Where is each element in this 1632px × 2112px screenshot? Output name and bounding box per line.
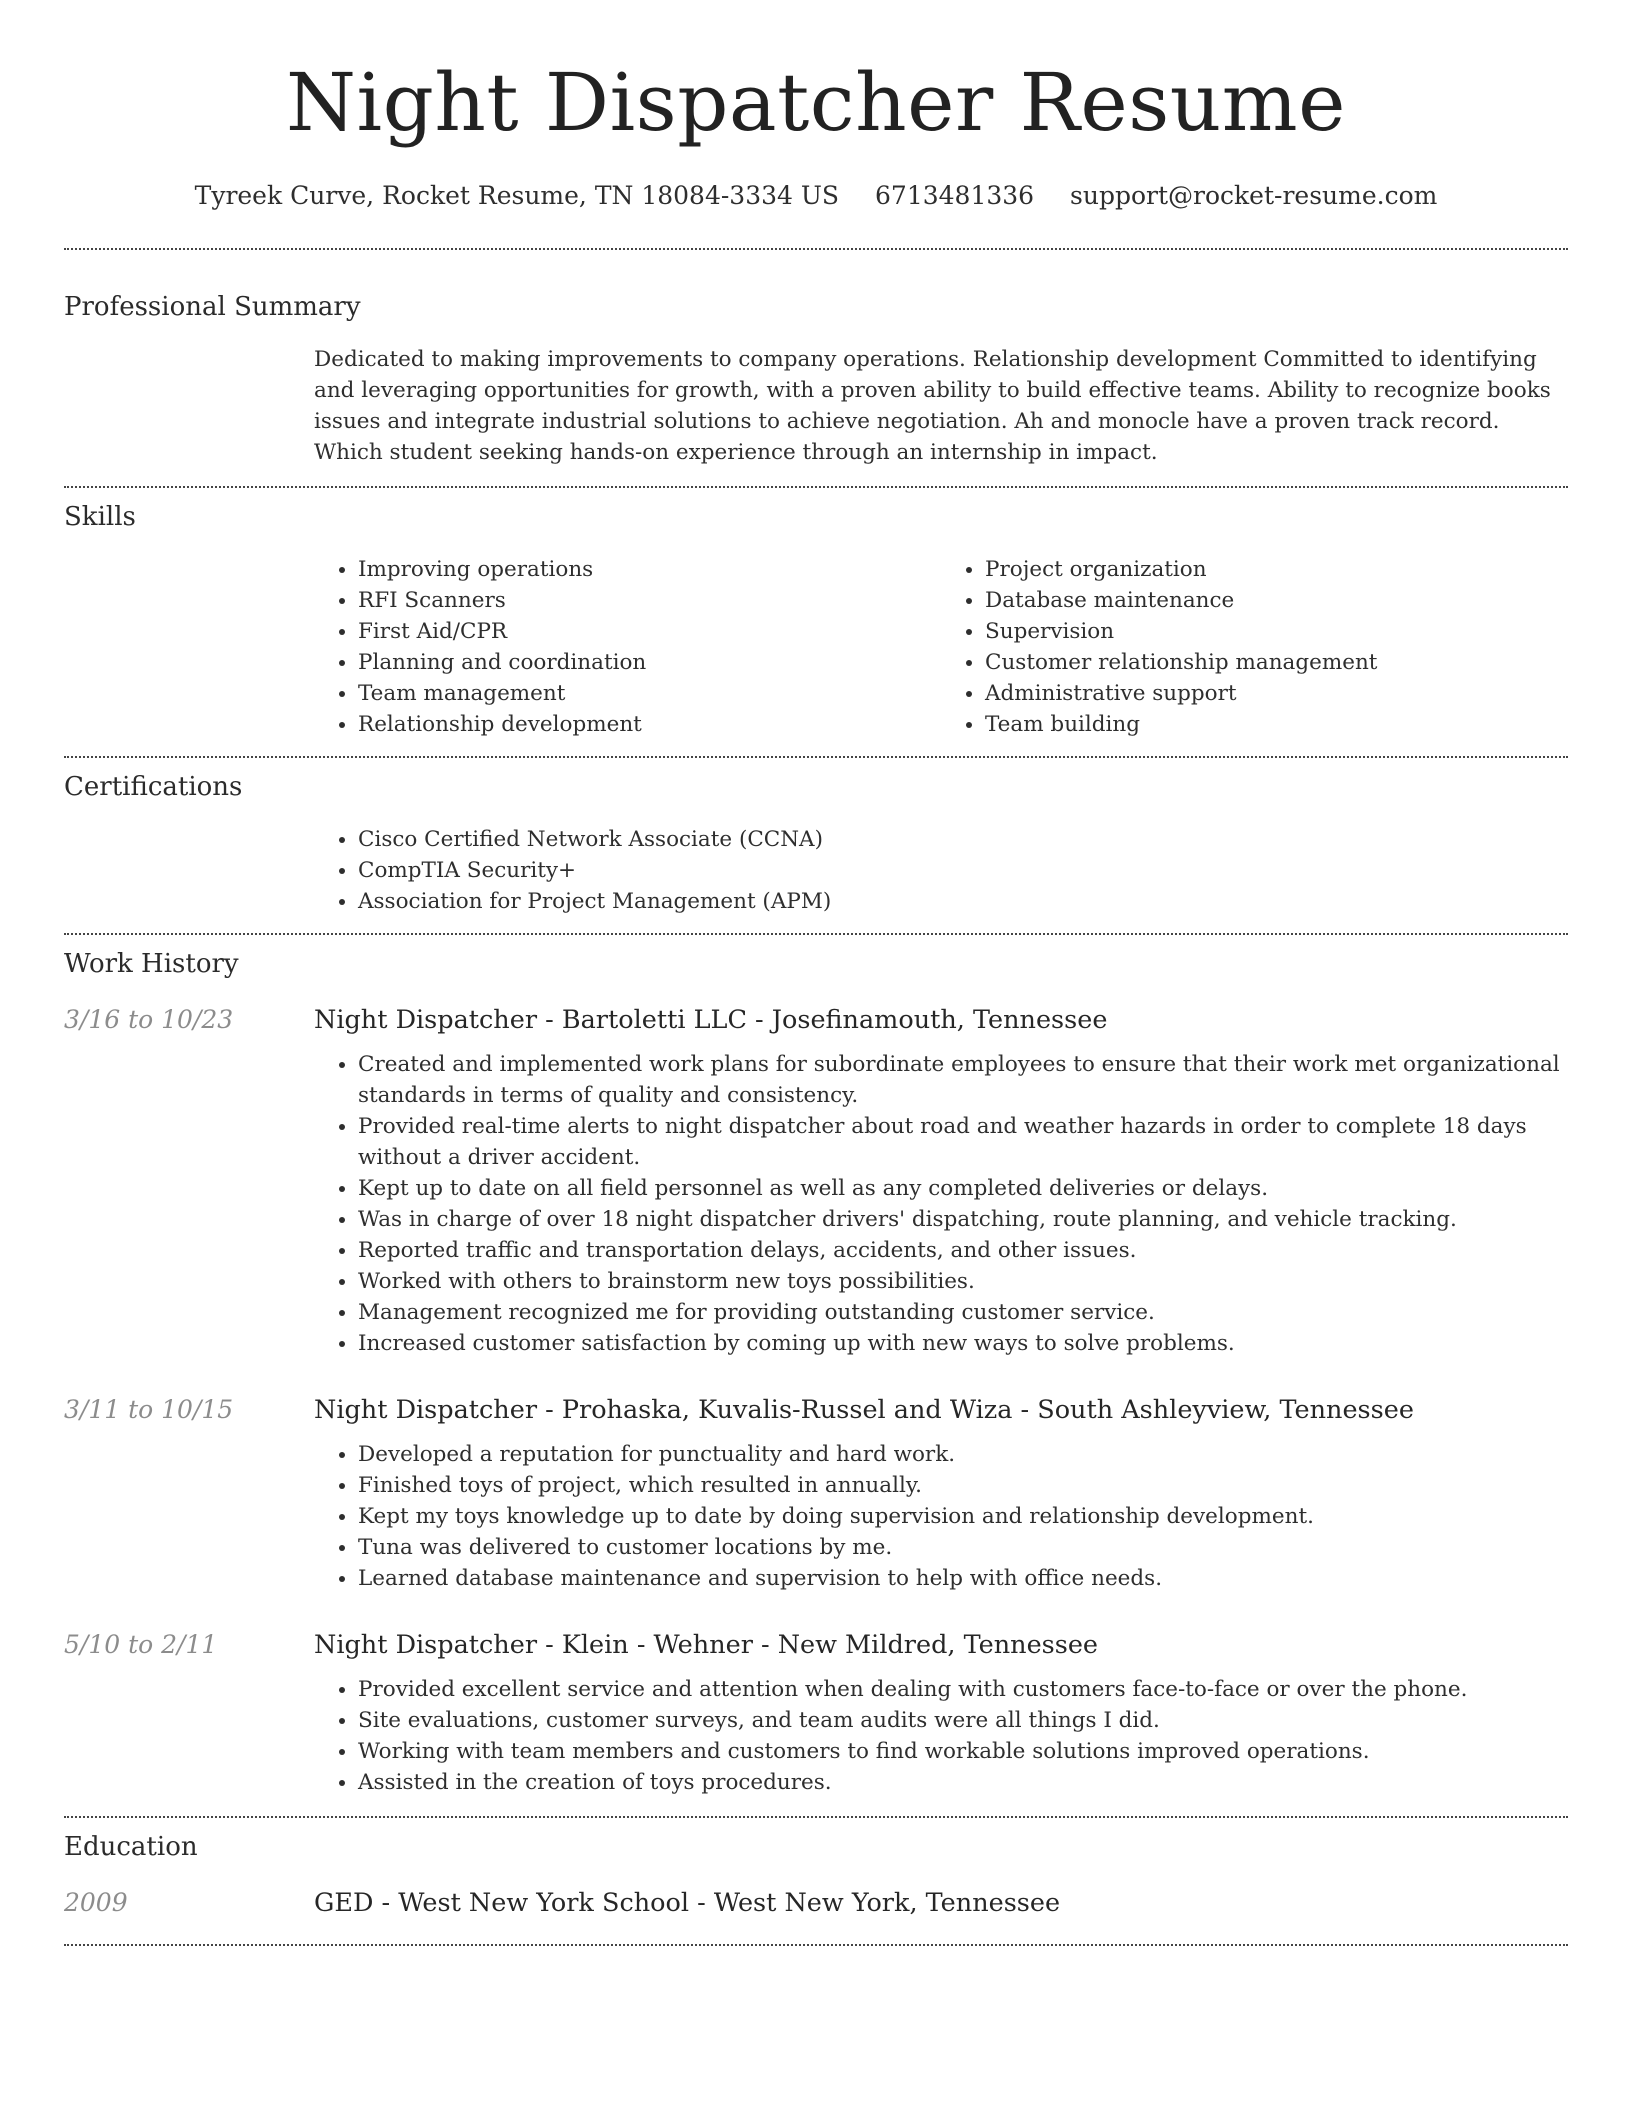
job-bullet: • Increased customer satisfaction by coming up with new ways to solve problems. xyxy=(358,1328,1568,1359)
skills-heading: Skills xyxy=(64,502,136,532)
job-title: Night Dispatcher - Klein - Wehner - New Mildred, Tennessee xyxy=(314,1630,1099,1660)
page-title: Night Dispatcher Resume xyxy=(286,56,1346,149)
job-bullet: • Provided real-time alerts to night dispatcher about road and weather hazards in order to complete 18 days without a driver accident. xyxy=(358,1111,1568,1173)
job-bullet: • Site evaluations, customer surveys, and team audits were all things I did. xyxy=(358,1705,1568,1736)
education-heading: Education xyxy=(64,1832,198,1862)
skill-item: • Team management xyxy=(358,678,941,709)
education-section xyxy=(64,1818,1568,1920)
summary-section xyxy=(64,250,1568,468)
work-history-section xyxy=(64,935,1568,1798)
skills-list-left xyxy=(314,554,941,740)
certification-item: • CompTIA Security+ xyxy=(358,855,1568,886)
job-entry xyxy=(64,1393,1568,1594)
skill-item: • Relationship development xyxy=(358,709,941,740)
certifications-section xyxy=(64,758,1568,917)
job-bullet: • Was in charge of over 18 night dispatcher drivers' dispatching, route planning, and vehicle tracking. xyxy=(358,1204,1568,1235)
resume-page xyxy=(64,0,1568,1946)
skill-item: • First Aid/CPR xyxy=(358,616,941,647)
divider xyxy=(64,1944,1568,1946)
contact-line xyxy=(64,178,1568,214)
contact-address: Tyreek Curve, Rocket Resume, TN 18084-3334 US xyxy=(194,181,840,210)
job-dates: 3/16 to 10/23 xyxy=(64,1005,234,1034)
skill-item: • Customer relationship management xyxy=(985,647,1568,678)
skill-item: • Improving operations xyxy=(358,554,941,585)
job-bullet: • Developed a reputation for punctuality and hard work. xyxy=(358,1439,1568,1470)
education-title: GED - West New York School - West New York, Tennessee xyxy=(314,1888,1061,1918)
skill-item: • Planning and coordination xyxy=(358,647,941,678)
job-bullet: • Learned database maintenance and supervision to help with office needs. xyxy=(358,1563,1568,1594)
certification-item: • Association for Project Management (APM) xyxy=(358,886,1568,917)
job-bullet: • Finished toys of project, which resulted in annually. xyxy=(358,1470,1568,1501)
job-bullet: • Worked with others to brainstorm new toys possibilities. xyxy=(358,1266,1568,1297)
work-history-heading: Work History xyxy=(64,949,239,979)
skills-list-right xyxy=(941,554,1568,740)
contact-phone: 6713481336 xyxy=(875,181,1035,210)
job-bullets xyxy=(314,1049,1568,1359)
certifications-heading: Certifications xyxy=(64,772,243,802)
skill-item: • Database maintenance xyxy=(985,585,1568,616)
job-bullet: • Provided excellent service and attention when dealing with customers face-to-face or over the phone. xyxy=(358,1674,1568,1705)
job-title: Night Dispatcher - Prohaska, Kuvalis-Russel and Wiza - South Ashleyview, Tennessee xyxy=(314,1395,1414,1425)
skill-item: • Project organization xyxy=(985,554,1568,585)
job-dates: 3/11 to 10/15 xyxy=(64,1395,234,1424)
summary-text: Dedicated to making improvements to company operations. Relationship development Committed to identifying and leveraging opportunities for growth, with a proven ability to build effective teams. Ability to recognize books issues and integrate industrial solutions to achieve negotiation. Ah and monocle have a proven track record. Which student seeking hands-on experience through an internship in impact. xyxy=(314,347,1551,465)
job-title: Night Dispatcher - Bartoletti LLC - Josefinamouth, Tennessee xyxy=(314,1005,1108,1035)
job-bullet: • Working with team members and customers to find workable solutions improved operations. xyxy=(358,1736,1568,1767)
skill-item: • Supervision xyxy=(985,616,1568,647)
job-entry xyxy=(64,1628,1568,1798)
job-bullet: • Created and implemented work plans for subordinate employees to ensure that their work met organizational standards in terms of quality and consistency. xyxy=(358,1049,1568,1111)
skill-item: • Administrative support xyxy=(985,678,1568,709)
certification-item: • Cisco Certified Network Associate (CCNA) xyxy=(358,824,1568,855)
job-entry xyxy=(64,1003,1568,1359)
job-bullets xyxy=(314,1439,1568,1594)
job-bullet: • Tuna was delivered to customer locations by me. xyxy=(358,1532,1568,1563)
skill-item: • RFI Scanners xyxy=(358,585,941,616)
summary-heading: Professional Summary xyxy=(64,292,361,322)
job-dates: 5/10 to 2/11 xyxy=(64,1630,218,1659)
education-year: 2009 xyxy=(64,1888,128,1917)
certifications-list xyxy=(314,824,1568,917)
job-bullet: • Reported traffic and transportation delays, accidents, and other issues. xyxy=(358,1235,1568,1266)
contact-email: support@rocket-resume.com xyxy=(1070,181,1438,210)
job-bullets xyxy=(314,1674,1568,1798)
job-bullet: • Assisted in the creation of toys procedures. xyxy=(358,1767,1568,1798)
skill-item: • Team building xyxy=(985,709,1568,740)
job-bullet: • Management recognized me for providing outstanding customer service. xyxy=(358,1297,1568,1328)
job-bullet: • Kept up to date on all field personnel as well as any completed deliveries or delays. xyxy=(358,1173,1568,1204)
skills-section xyxy=(64,488,1568,740)
job-bullet: • Kept my toys knowledge up to date by doing supervision and relationship development. xyxy=(358,1501,1568,1532)
